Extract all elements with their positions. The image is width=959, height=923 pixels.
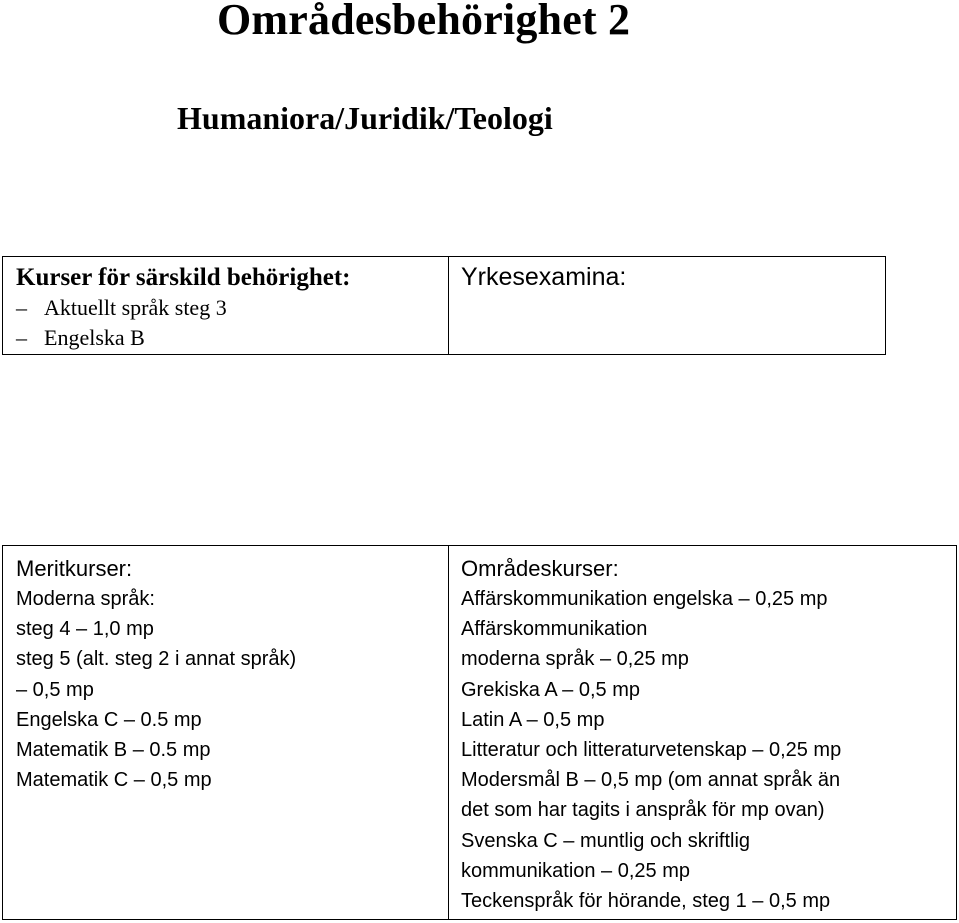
dash-marker: – [16, 325, 27, 350]
list-item: kommunikation – 0,25 mp [461, 859, 691, 882]
list-item: Latin A – 0,5 mp [461, 708, 605, 731]
vocational-cell [448, 256, 886, 355]
list-item-text: Aktuellt språk steg 3 [44, 295, 227, 320]
list-item [16, 323, 444, 353]
list-item: Matematik B – 0.5 mp [16, 739, 211, 762]
list-item [16, 293, 444, 323]
list-item: steg 5 (alt. steg 2 i annat språk) [16, 648, 297, 671]
list-item: Litteratur och litteraturvetenskap – 0,25 mp [461, 739, 842, 762]
list-item: – 0,5 mp [16, 678, 94, 701]
list-item: Svenska C – muntlig och skriftlig [461, 829, 751, 852]
special-requirements-list [16, 293, 444, 353]
list-item: Matematik C – 0,5 mp [16, 769, 212, 792]
list-item-text: Engelska B [44, 325, 145, 350]
vocational-content [461, 262, 881, 293]
vocational-heading: Yrkesexamina: [461, 263, 627, 291]
list-item: Affärskommunikation [461, 618, 648, 641]
list-item: Modersmål B – 0,5 mp (om annat språk än [461, 769, 841, 792]
list-item: Grekiska A – 0,5 mp [461, 678, 640, 701]
list-item: Affärskommunikation engelska – 0,25 mp [461, 588, 828, 610]
page-title: Områdesbehörighet 2 [217, 0, 631, 44]
merit-courses-heading: Meritkurser: [16, 556, 133, 581]
list-item: steg 4 – 1,0 mp [16, 618, 154, 641]
special-requirements-heading: Kurser för särskild behörighet: [16, 264, 351, 291]
list-item: Moderna språk: [16, 588, 155, 610]
area-courses-cell [448, 545, 957, 920]
page-subtitle: Humaniora/Juridik/Teologi [177, 100, 553, 136]
merit-courses-list [16, 584, 444, 795]
area-courses-content [461, 554, 952, 916]
merit-courses-content [16, 554, 444, 795]
list-item: Teckenspråk för hörande, steg 1 – 0,5 mp [461, 890, 831, 913]
merit-courses-cell [2, 545, 449, 920]
area-courses-list [461, 584, 952, 916]
list-item: Engelska C – 0.5 mp [16, 708, 202, 731]
list-item: det som har tagits i anspråk för mp ovan) [461, 799, 825, 822]
area-courses-heading: Områdeskurser: [461, 556, 619, 581]
special-requirements-cell [2, 256, 449, 355]
list-item: moderna språk – 0,25 mp [461, 648, 689, 671]
dash-marker: – [16, 295, 27, 320]
special-requirements-content [16, 262, 444, 353]
